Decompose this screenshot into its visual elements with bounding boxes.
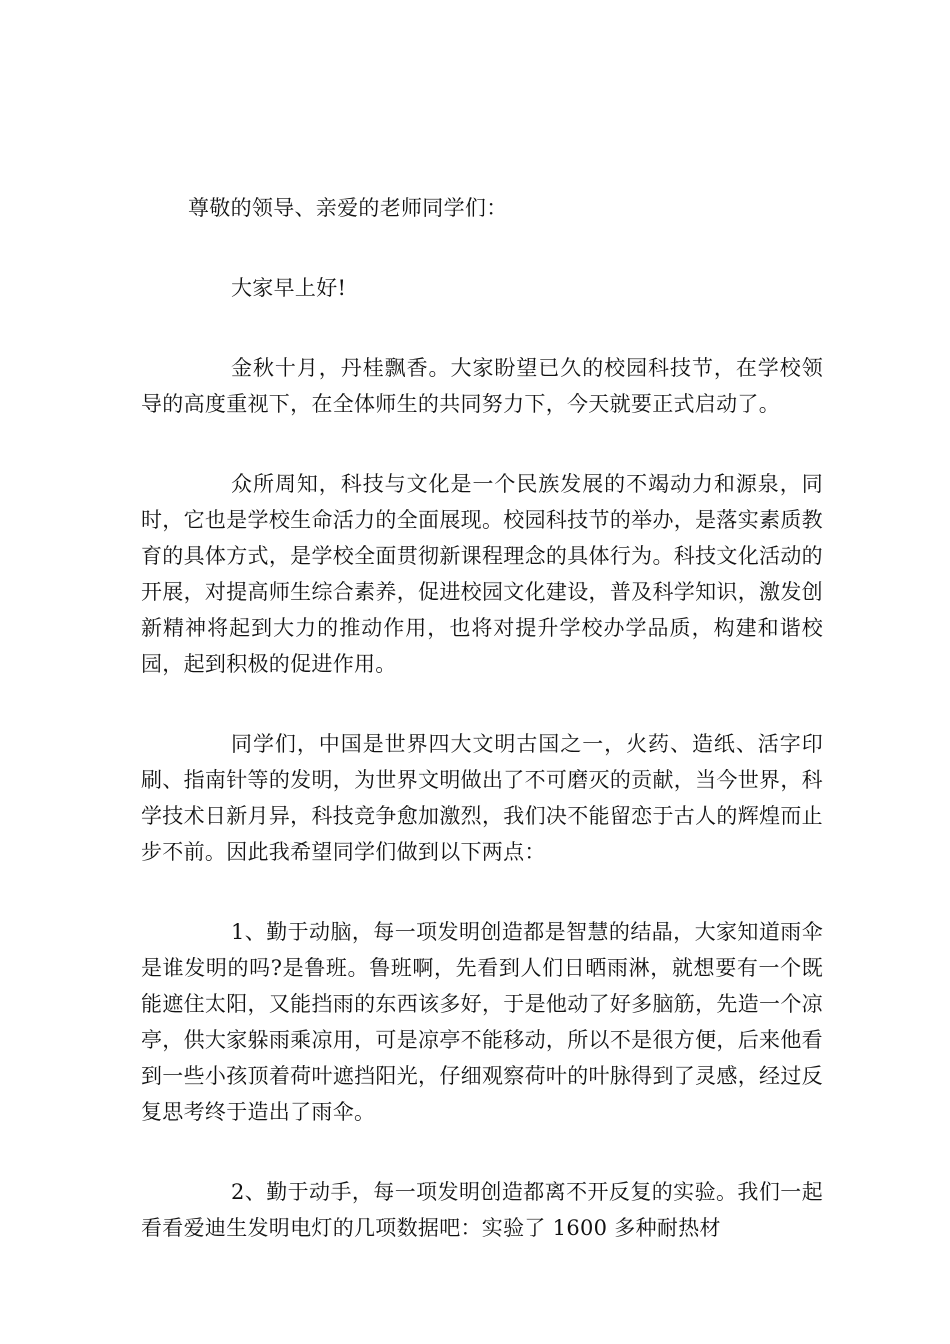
paragraph-science-culture: 众所周知，科技与文化是一个民族发展的不竭动力和源泉，同时，它也是学校生命活力的全面展现。校园科技节的举办，是落实素质教育的具体方式，是学校全面贯彻新课程理念的具体行为。科技文化活动的开展，对提高师生综合素养，促进校园文化建设，普及科学知识，激发创新精神将起到大力的推动作用，也将对提升学校办学品质，构建和谐校园，起到积极的促进作用。 [141,472,823,676]
document-body [141,190,823,1246]
greeting: 大家早上好! [231,276,347,300]
salutation: 尊敬的领导、亲爱的老师同学们： [188,196,508,220]
paragraph-opening: 金秋十月，丹桂飘香。大家盼望已久的校园科技节，在学校领导的高度重视下，在全体师生的共同努力下，今天就要正式启动了。 [141,356,823,416]
paragraph-point-two: 2、勤于动手，每一项发明创造都离不开反复的实验。我们一起看看爱迪生发明电灯的几项数据吧：实验了 1600 多种耐热材 [141,1180,823,1240]
paragraph-point-one: 1、勤于动脑，每一项发明创造都是智慧的结晶，大家知道雨伞是谁发明的吗?是鲁班。鲁班啊，先看到人们日晒雨淋，就想要有一个既能遮住太阳，又能挡雨的东西该多好，于是他动了好多脑筋，先造一个凉亭，供大家躲雨乘凉用，可是凉亭不能移动，所以不是很方便，后来他看到一些小孩顶着荷叶遮挡阳光，仔细观察荷叶的叶脉得到了灵感，经过反复思考终于造出了雨伞。 [141,920,823,1124]
paragraph-china-inventions: 同学们，中国是世界四大文明古国之一，火药、造纸、活字印刷、指南针等的发明，为世界文明做出了不可磨灭的贡献，当今世界，科学技术日新月异，科技竞争愈加激烈，我们决不能留恋于古人的辉煌而止步不前。因此我希望同学们做到以下两点： [141,732,823,864]
